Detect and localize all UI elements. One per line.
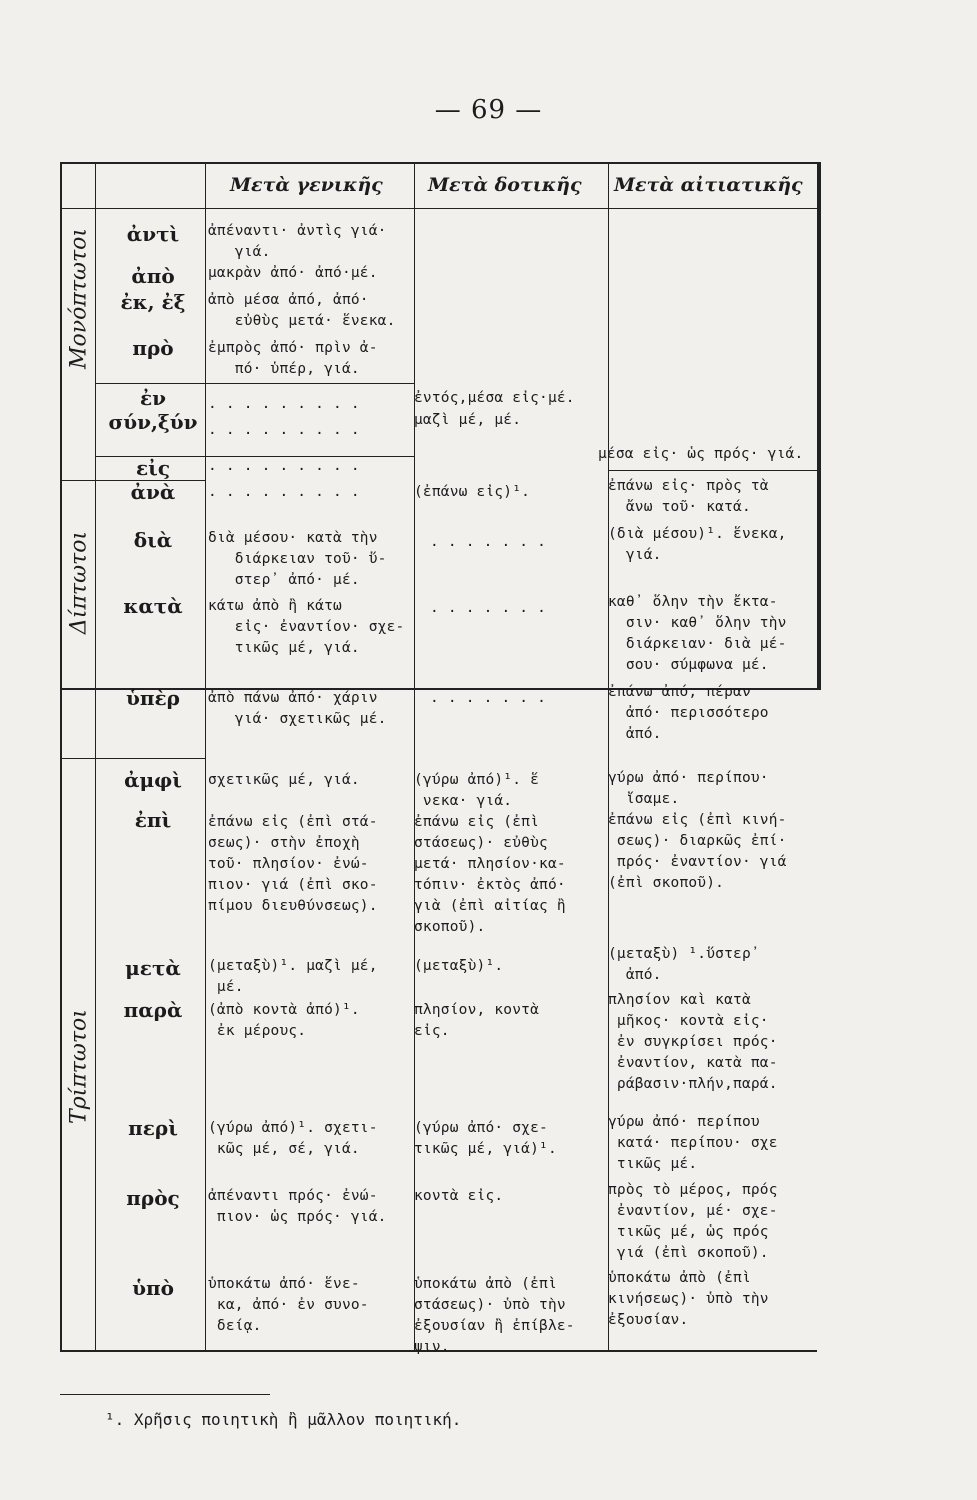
- dative-cell: . . . . . . .: [430, 690, 547, 706]
- genitive-cell: σχετικῶς μέ, γιά.: [208, 772, 360, 788]
- preposition-dia: διὰ: [133, 528, 173, 552]
- dative-cell: ἐντός,μέσα εἰς·μέ.: [414, 390, 575, 406]
- preposition-eis: εἰς: [135, 456, 170, 480]
- genitive-cell: . . . . . . . . .: [208, 458, 360, 474]
- dative-cell: (μεταξὺ)¹.: [414, 958, 504, 974]
- footnote: ¹. Χρῆσις ποιητικὴ ἢ μᾶλλον ποιητική.: [105, 1410, 462, 1429]
- preposition-en: ἐν: [139, 386, 167, 410]
- genitive-cell: ὑποκάτω ἀπό· ἕνε- κα, ἀπό· ἐν συνο- δείᾳ.: [208, 1276, 369, 1334]
- genitive-cell: (μεταξὺ)¹. μαζὶ μέ, μέ.: [208, 958, 378, 995]
- genitive-cell: ἐμπρὸς ἀπό· πρὶν ἀ- πό· ὑπέρ, γιά.: [208, 340, 378, 377]
- column-divider: [95, 686, 96, 1350]
- dative-cell: (ἐπάνω εἰς)¹.: [414, 484, 531, 500]
- genitive-cell: ἀπὸ μέσα ἀπό, ἀπό· εὐθὺς μετά· ἕνεκα.: [208, 292, 396, 329]
- genitive-cell: ἀπὸ πάνω ἀπό· χάριν γιά· σχετικῶς μέ.: [208, 690, 387, 727]
- preposition-ana: ἀνὰ: [130, 480, 176, 504]
- accusative-cell: (διὰ μέσου)¹. ἕνεκα, γιά.: [608, 526, 787, 563]
- preposition-pros: πρὸς: [126, 1186, 180, 1210]
- preposition-pro: πρὸ: [132, 336, 174, 360]
- preposition-syn: σύν,ξύν: [108, 410, 198, 434]
- column-divider: [95, 164, 96, 688]
- genitive-cell: κάτω ἀπὸ ἢ κάτω εἰς· ἐναντίον· σχε- τικῶς μέ, γιά.: [208, 598, 405, 656]
- genitive-cell: . . . . . . . . .: [208, 484, 360, 500]
- dative-cell: μαζὶ μέ, μέ.: [414, 412, 522, 428]
- dative-cell: πλησίον, κοντὰ εἰς.: [414, 1002, 540, 1039]
- genitive-cell: μακρὰν ἀπό· ἀπό·μέ.: [208, 265, 378, 281]
- dative-cell: . . . . . . .: [430, 534, 547, 550]
- preposition-epi: ἐπὶ: [134, 808, 172, 832]
- footnote-rule: [60, 1394, 270, 1395]
- preposition-anti: ἀντὶ: [126, 222, 180, 246]
- genitive-cell: ἀπέναντι· ἀντὶς γιά· γιά.: [208, 223, 387, 260]
- preposition-amphi: ἀμφὶ: [124, 768, 182, 792]
- header-genitive: Μετὰ γενικῆς: [230, 174, 383, 196]
- header-accusative: Μετὰ αἰτιατικῆς: [614, 174, 803, 196]
- preposition-hyper: ὑπὲρ: [126, 686, 180, 710]
- genitive-cell: . . . . . . . . .: [208, 396, 360, 412]
- dative-cell: (γύρω ἀπό)¹. ἕ νεκα· γιά.: [414, 772, 540, 809]
- genitive-cell: ἐπάνω εἰς (ἐπὶ στά- σεως)· στὴν ἐποχὴ τοῦ· πλησίον· ἐνώ- πιον· γιά (ἐπὶ σκο- πίμου διευθύνσεως).: [208, 814, 378, 914]
- header-dative: Μετὰ δοτικῆς: [428, 174, 582, 196]
- group-divider: [62, 758, 206, 759]
- column-divider: [205, 164, 206, 688]
- accusative-cell: ὑποκάτω ἀπὸ (ἐπὶ κινήσεως)· ὑπὸ τὴν ἐξουσίαν.: [608, 1270, 769, 1328]
- row-divider: [95, 383, 415, 384]
- row-divider: [608, 470, 817, 471]
- accusative-cell: καθ᾽ ὅλην τὴν ἔκτα- σιν· καθ᾽ ὅλην τὴν διάρκειαν· διὰ μέ- σου· σύμφωνα μέ.: [608, 594, 787, 673]
- preposition-kata: κατὰ: [123, 594, 183, 618]
- dative-cell: κοντὰ εἰς.: [414, 1188, 504, 1204]
- group-label-triptotoi: Τρίπτωτοι: [66, 1009, 92, 1124]
- preposition-meta: μετὰ: [125, 956, 181, 980]
- accusative-cell: ἐπάνω εἰς (ἐπὶ κινή- σεως)· διαρκῶς ἐπί· πρός· ἐναντίον· γιά (ἐπὶ σκοποῦ).: [608, 812, 787, 891]
- dative-cell: . . . . . . .: [430, 600, 547, 616]
- accusative-cell: (μεταξὺ) ¹.ὕστερ᾽ ἀπό.: [608, 946, 760, 983]
- group-label-monoptotoi: Μονόπτωτοι: [66, 228, 92, 370]
- accusative-cell: πρὸς τὸ μέρος, πρός ἐναντίον, μέ· σχε- τικῶς μέ, ὡς πρός γιά (ἐπὶ σκοποῦ).: [608, 1182, 778, 1261]
- preposition-hypo: ὑπὸ: [132, 1276, 174, 1300]
- genitive-cell: (γύρω ἀπό)¹. σχετι- κῶς μέ, σέ, γιά.: [208, 1120, 378, 1157]
- accusative-cell: μέσα εἰς· ὡς πρός· γιά.: [598, 446, 804, 462]
- preposition-para: παρὰ: [123, 998, 183, 1022]
- preposition-peri: περὶ: [128, 1116, 178, 1140]
- preposition-ek: ἐκ, ἐξ: [120, 290, 186, 314]
- accusative-cell: ἐπάνω ἀπό, πέραν ἀπό· περισσότερο ἀπό.: [608, 684, 769, 742]
- dative-cell: ἐπάνω εἰς (ἐπὶ στάσεως)· εὐθὺς μετά· πλησίον·κα- τόπιν· ἐκτὸς ἀπό· γιὰ (ἐπὶ αἰτίας ἢ σκοποῦ).: [414, 814, 566, 935]
- dative-cell: ὑποκάτω ἀπὸ (ἐπὶ στάσεως)· ὑπὸ τὴν ἐξουσίαν ἢ ἐπίβλε- ψιν.: [414, 1276, 575, 1355]
- preposition-apo: ἀπὸ: [131, 264, 175, 288]
- page-number: — 69 —: [434, 95, 543, 125]
- genitive-cell: (ἀπὸ κοντὰ ἀπό)¹. ἐκ μέρους.: [208, 1002, 360, 1039]
- column-divider: [205, 686, 206, 1350]
- accusative-cell: πλησίον καὶ κατὰ μῆκος· κοντὰ εἰς· ἐν συγκρίσει πρός· ἐναντίον, κατὰ πα- ράβασιν·πλήν,παρά.: [608, 992, 778, 1092]
- header-divider: [62, 208, 817, 209]
- genitive-cell: διὰ μέσου· κατὰ τὴν διάρκειαν τοῦ· ὕ- στερ᾽ ἀπό· μέ.: [208, 530, 387, 588]
- group-label-diptotoi: Δίπτωτοι: [66, 530, 92, 635]
- accusative-cell: γύρω ἀπό· περίπου· ἴσαμε.: [608, 770, 769, 807]
- genitive-cell: . . . . . . . . .: [208, 422, 360, 438]
- genitive-cell: ἀπέναντι πρός· ἐνώ- πιον· ὡς πρός· γιά.: [208, 1188, 387, 1225]
- accusative-cell: γύρω ἀπό· περίπου κατά· περίπου· σχε τικῶς μέ.: [608, 1114, 778, 1172]
- dative-cell: (γύρω ἀπό· σχε- τικῶς μέ, γιά)¹.: [414, 1120, 557, 1157]
- accusative-cell: ἐπάνω εἰς· πρὸς τὰ ἄνω τοῦ· κατά.: [608, 478, 769, 515]
